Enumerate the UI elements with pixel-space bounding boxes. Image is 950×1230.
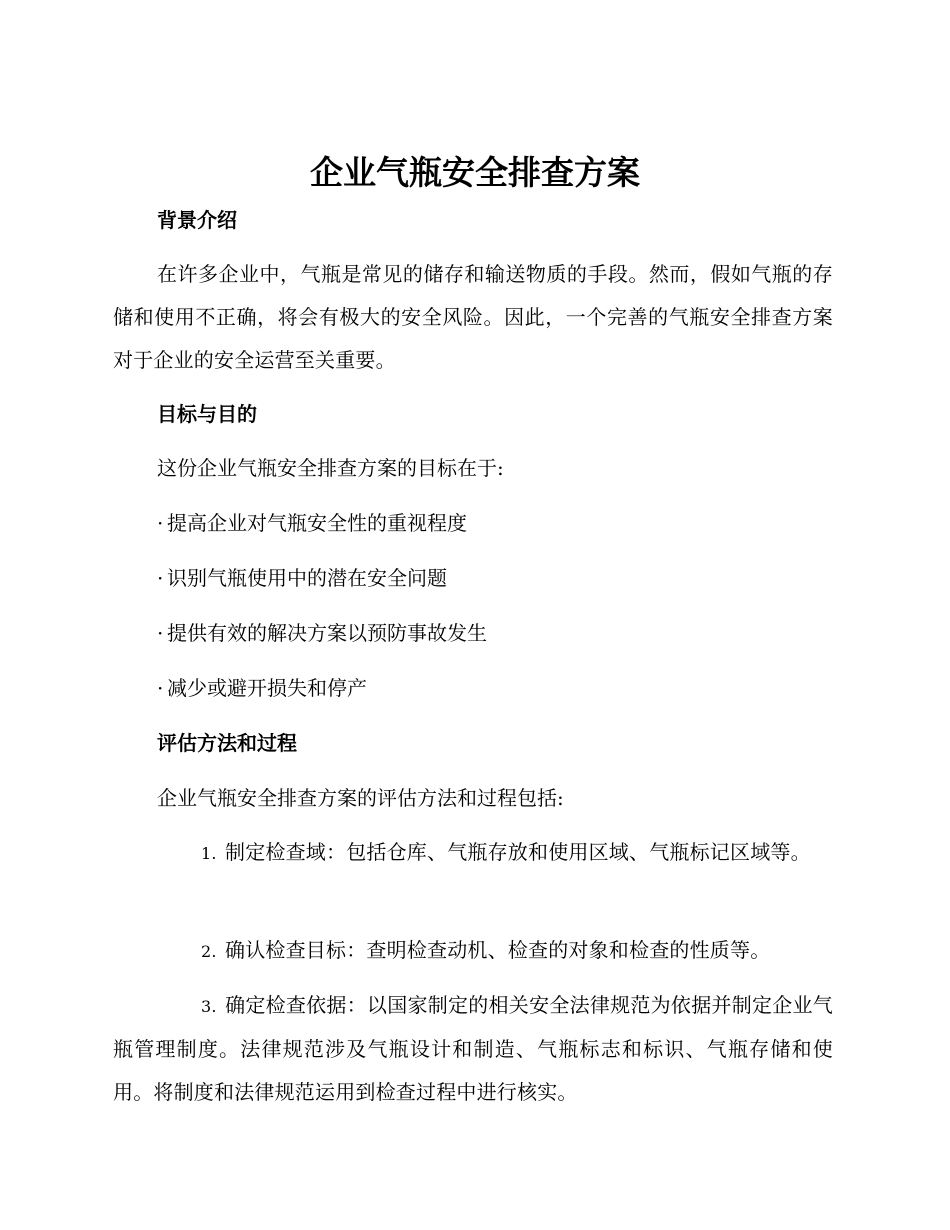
list-item <box>157 509 467 537</box>
item-number: 3. <box>201 997 217 1016</box>
section-heading-background: 背景介绍 <box>157 208 237 232</box>
bullet-text: 提高企业对气瓶安全性的重视程度 <box>167 511 467 535</box>
background-paragraph: 在许多企业中，气瓶是常见的储存和输送物质的手段。然而，假如气瓶的存储和使用不正确，将会有极大的安全风险。因此，一个完善的气瓶安全排查方案对于企业的安全运营至关重要。 <box>113 262 833 372</box>
bullet-text: 减少或避开损失和停产 <box>167 676 367 700</box>
numbered-item <box>113 831 833 875</box>
item-number: 2. <box>201 942 217 961</box>
numbered-item <box>113 984 833 1114</box>
list-item <box>157 619 487 647</box>
document-title: 企业气瓶安全排查方案 <box>310 153 640 192</box>
list-item <box>157 564 447 592</box>
section-heading-goals: 目标与目的 <box>157 402 257 426</box>
bullet-text: 提供有效的解决方案以预防事故发生 <box>167 621 487 645</box>
bullet-marker: · <box>157 511 164 535</box>
methods-intro: 企业气瓶安全排查方案的评估方法和过程包括: <box>157 786 564 810</box>
item-text: 确定检查依据：以国家制定的相关安全法律规范为依据并制定企业气瓶管理制度。法律规范涉及气瓶设计和制造、气瓶标志和标识、气瓶存储和使用。将制度和法律规范运用到检查过程中进行核实。 <box>113 993 833 1104</box>
goals-intro: 这份企业气瓶安全排查方案的目标在于: <box>157 456 504 480</box>
item-text: 制定检查域：包括仓库、气瓶存放和使用区域、气瓶标记区域等。 <box>225 840 811 864</box>
numbered-item <box>113 929 833 973</box>
section-heading-methods: 评估方法和过程 <box>157 731 297 755</box>
item-number: 1. <box>201 844 217 863</box>
bullet-text: 识别气瓶使用中的潜在安全问题 <box>167 566 447 590</box>
bullet-marker: · <box>157 621 164 645</box>
item-text: 确认检查目标：查明检查动机、检查的对象和检查的性质等。 <box>225 938 771 962</box>
bullet-marker: · <box>157 566 164 590</box>
bullet-marker: · <box>157 676 164 700</box>
list-item <box>157 674 367 702</box>
